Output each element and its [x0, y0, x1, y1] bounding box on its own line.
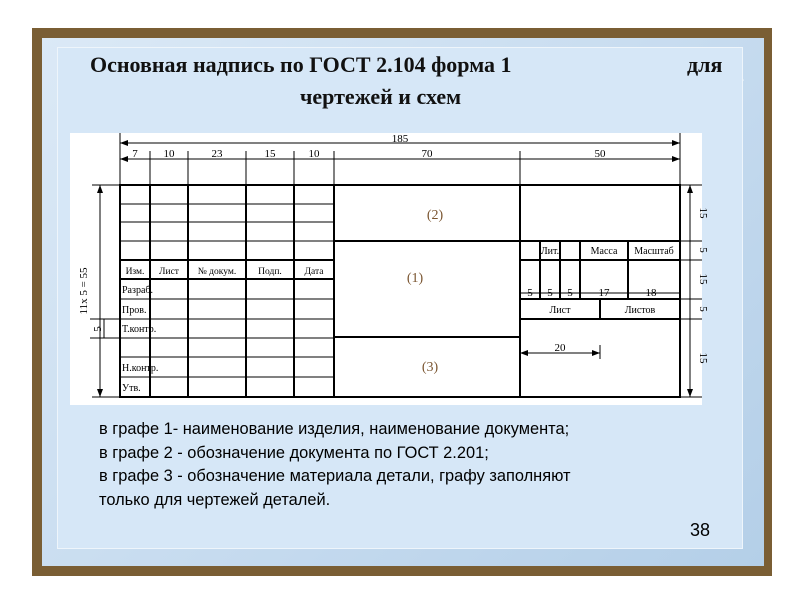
left-small-dim: 5: [92, 326, 104, 332]
slide-number: 38: [690, 520, 711, 540]
dim-col-2: 10: [163, 148, 175, 160]
right-dim-2: 5: [697, 247, 709, 253]
row-utv: Утв.: [122, 383, 141, 394]
right-dim-5: 15: [697, 352, 709, 364]
header-data: Дата: [304, 267, 324, 277]
header-massa: Масса: [590, 246, 618, 257]
label-list: Лист: [549, 305, 571, 316]
header-izm: Изм.: [125, 267, 145, 277]
slide-title-line1: Основная надпись по ГОСТ 2.104 форма 1: [90, 52, 512, 77]
graph-2-label: (2): [426, 208, 444, 223]
dim-col-6: 70: [421, 148, 433, 160]
sheet-width-dim: 20: [554, 342, 566, 354]
right-dim-3: 15: [697, 273, 709, 285]
header-lit: Лит.: [540, 246, 560, 257]
row-razrab: Разраб.: [122, 285, 153, 296]
graph-1-label: (1): [406, 271, 424, 286]
dim-col-5: 10: [308, 148, 320, 160]
title-block-drawing: [70, 133, 709, 405]
lit-dim-3: 5: [567, 287, 573, 299]
label-listov: Листов: [624, 305, 656, 316]
slide-title-right: для: [687, 52, 723, 77]
dim-col-7: 50: [594, 148, 606, 160]
right-dim-1: 15: [697, 207, 709, 219]
description-line-1: в графе 1- наименование изделия, наименование документа;: [99, 420, 570, 438]
slide-title-line2: чертежей и схем: [300, 84, 462, 109]
description-text: [99, 418, 719, 512]
graph-3-label: (3): [421, 360, 439, 375]
header-podp: Подп.: [258, 267, 282, 277]
description-line-3: в графе 3 - обозначение материала детали, графу заполняют: [99, 467, 571, 485]
height-dim-label: 11х 5 = 55: [78, 267, 90, 315]
row-tkontr: Т.контр.: [122, 324, 157, 335]
total-width-dim: 185: [391, 133, 409, 145]
dim-col-4: 15: [264, 148, 276, 160]
header-masshtab: Масштаб: [634, 246, 674, 257]
description-line-4: только для чертежей деталей.: [99, 490, 331, 509]
header-list: Лист: [159, 267, 179, 277]
dim-col-3: 23: [211, 148, 223, 160]
lit-dim-1: 5: [527, 287, 533, 299]
right-dim-4: 5: [697, 306, 709, 312]
lit-dim-5: 18: [645, 287, 657, 299]
dim-col-1: 7: [132, 148, 138, 160]
lit-dim-2: 5: [547, 287, 553, 299]
description-line-2: в графе 2 - обозначение документа по ГОСТ 2.201;: [99, 443, 489, 462]
header-n-dokum: № докум.: [197, 267, 237, 277]
row-prov: Пров.: [122, 305, 147, 316]
lit-dim-4: 17: [598, 287, 610, 299]
row-nkontr: Н.контр.: [122, 363, 159, 374]
